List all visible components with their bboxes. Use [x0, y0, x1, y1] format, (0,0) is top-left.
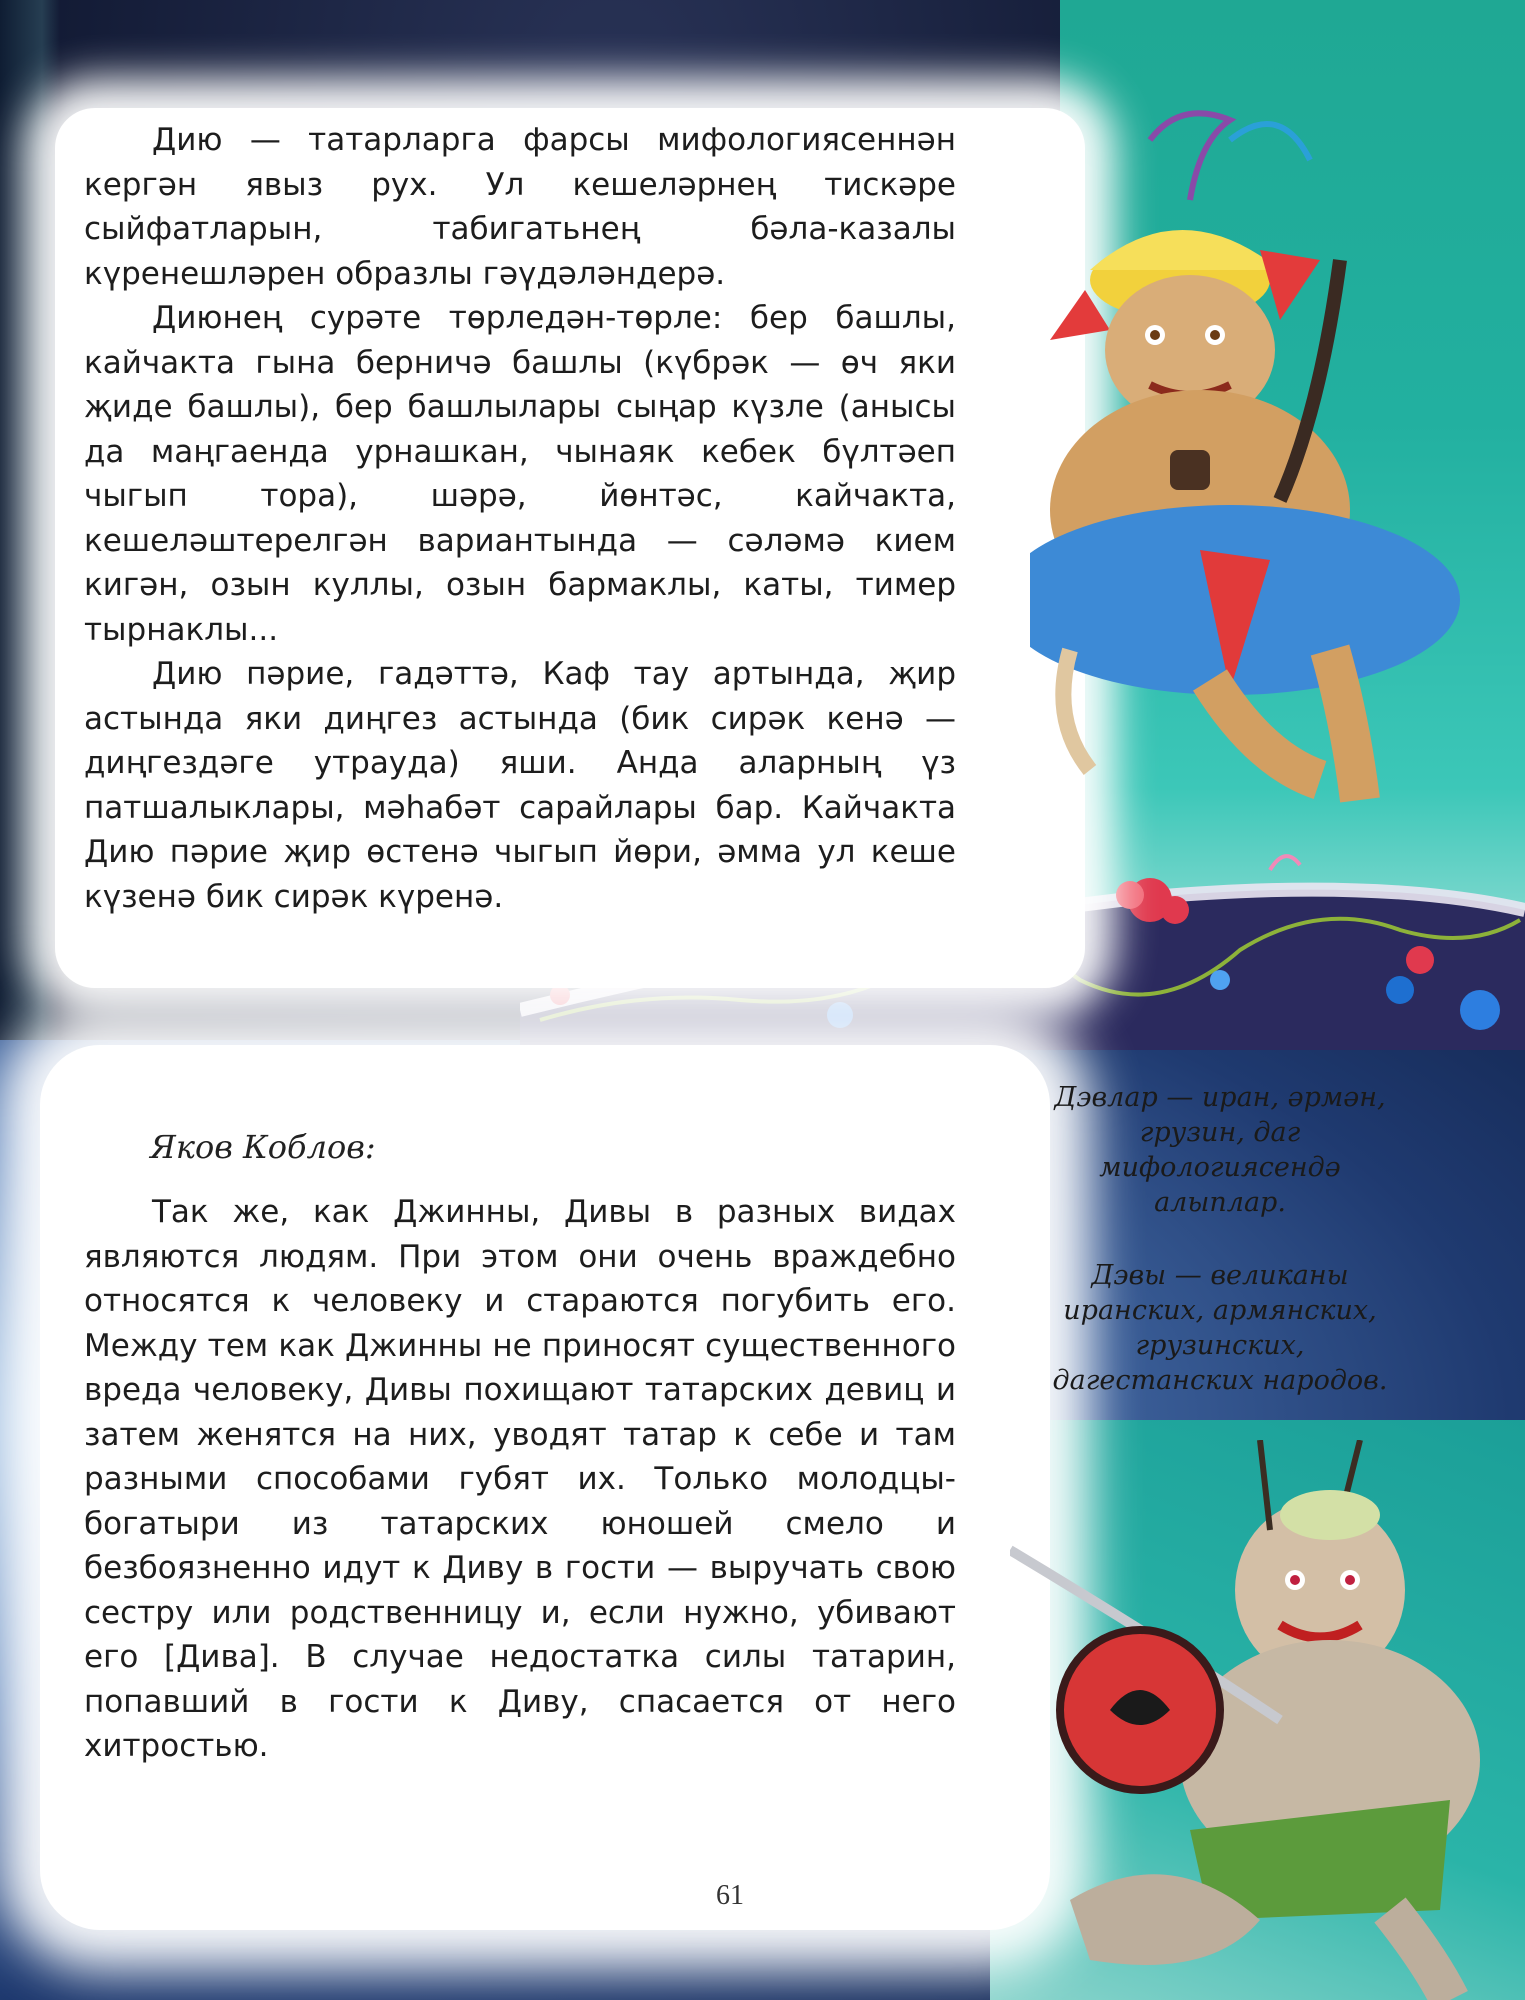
- page-number: 61: [716, 1880, 744, 1911]
- tatar-paragraph-3: Дию пәрие, гадәттә, Каф тау артында, җир астында яки диңгез астында (бик сирәк кенә — диңгездәге утрауда) яши. Анда аларның үз патшалыклары, мәһабәт сарайлары бар. Кайчакта Дию пәрие җир өстенә чыгып йөри, әмма ул кеше күзенә бик сирәк күренә.: [84, 656, 956, 915]
- sidebar-note-tatar: Дэвлар — иран, әрмән, грузин, даг мифологиясендә алыплар.: [1054, 1082, 1386, 1218]
- tatar-article-text: [84, 118, 956, 919]
- sword-div-illustration: [1010, 1440, 1525, 2000]
- tatar-paragraph-2: Диюнең сурәте төрледән-төрле: бер башлы, кайчакта гына берничә башлы (күбрәк — өч яки җиде башлы), бер башлылары сыңар күзле (анысы да маңгаенда урнашкан, чынаяк кебек бүлтәеп чыгып тора), шәрә, йөнтәс, кайчакта, кешеләштерелгән вариантында — сәләмә кием кигән, озын куллы, озын бармаклы, каты, тимер тырнаклы...: [84, 300, 956, 648]
- tatar-paragraph-1: Дию — татарларга фарсы мифологиясеннән кергән явыз рух. Ул кешеләрнең тискәре сыйфатларын, табигатьнең бәла-казалы күренешләрен образлы гәүдәләндерә.: [84, 122, 956, 292]
- left-dark-strip: [0, 0, 60, 1050]
- turbaned-div-illustration: [1030, 80, 1500, 810]
- sidebar-note-russian: Дэвы — великаны иранских, армянских, грузинских, дагестанских народов.: [1052, 1260, 1388, 1396]
- russian-paragraph: Так же, как Джинны, Дивы в разных видах являются людям. При этом они очень враждебно относятся к человеку и стараются погубить его. Между тем как Джинны не приносят существенного вреда человеку, Дивы похищают татарских девиц и затем женятся на них, уводят татар к себе и там разными способами губят их. Только молодцы-богатыри из татарских юношей смело и безбоязненно идут к Диву в гости — выручать свою сестру или родственницу и, если нужно, убивают его [Дива]. В случае недостатка силы татарин, попавший в гости к Диву, спасается от него хитростью.: [84, 1194, 956, 1764]
- russian-quote-text: [84, 1190, 956, 1769]
- quote-author: Яков Коблов:: [150, 1128, 376, 1166]
